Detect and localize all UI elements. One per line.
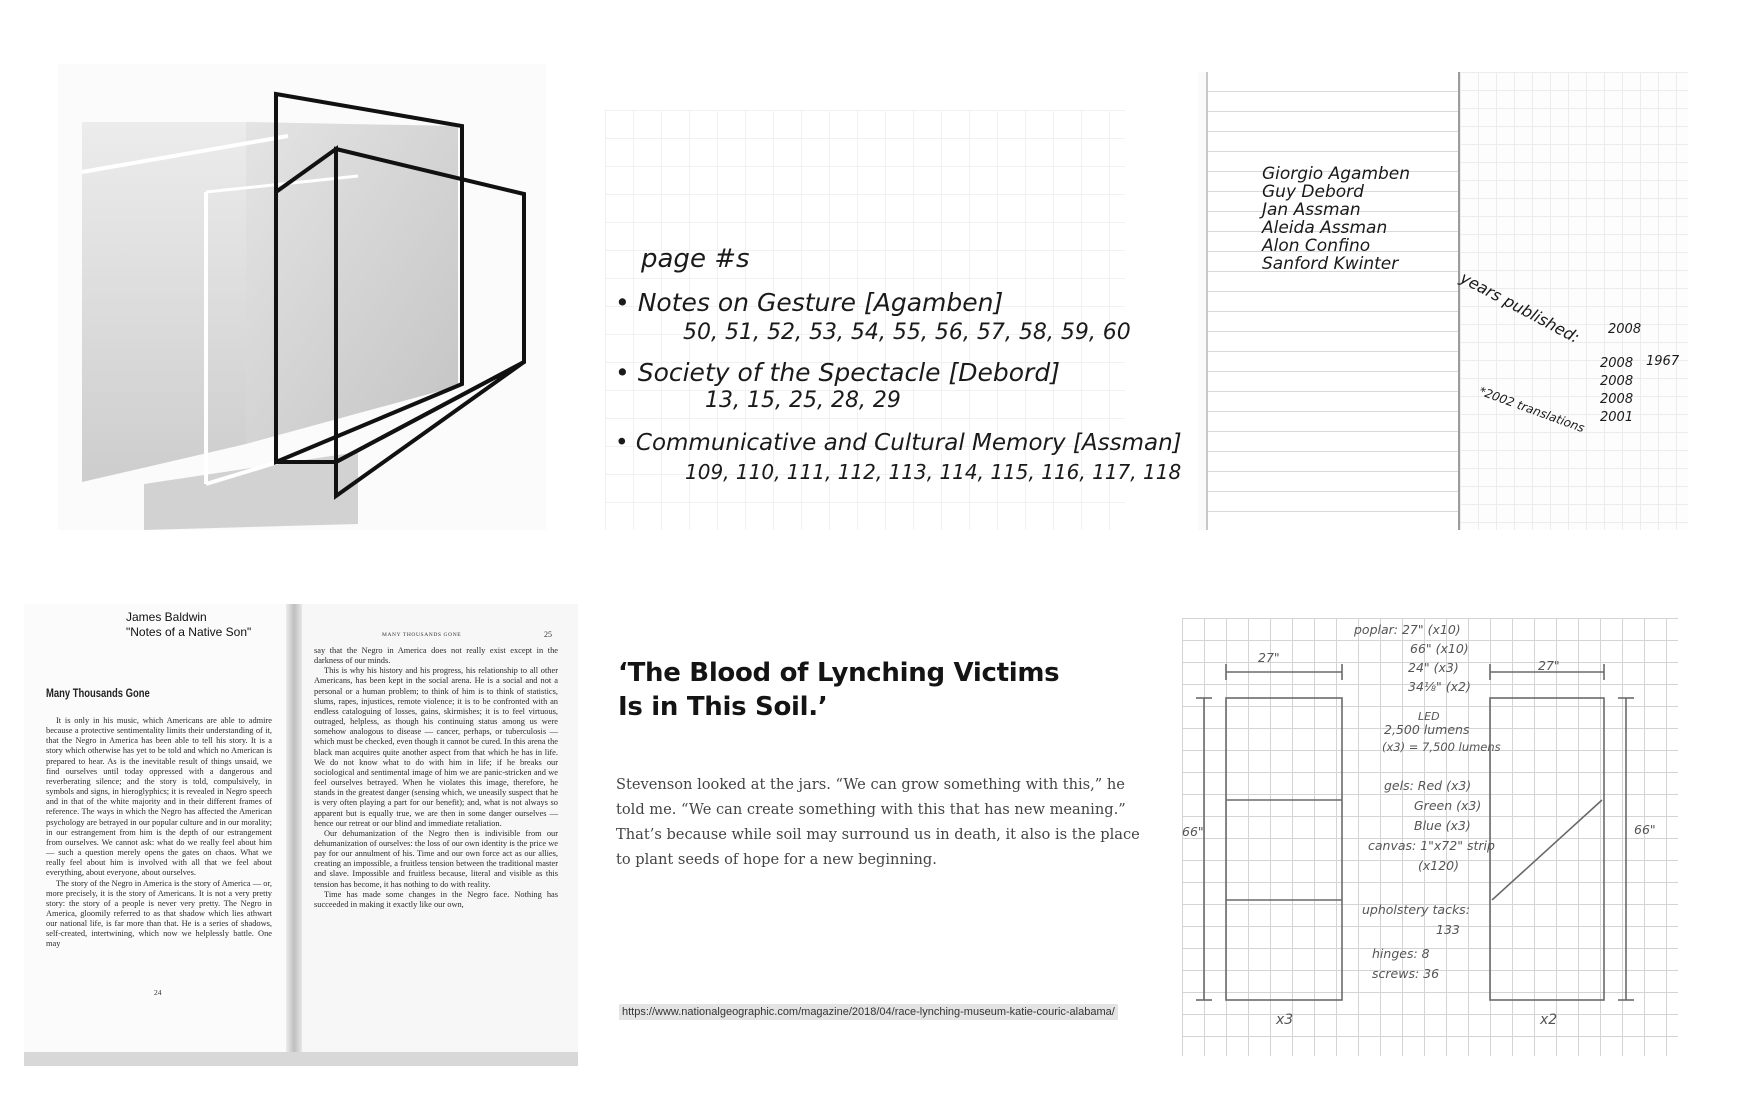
material-line: 2,500 lumens — [1384, 722, 1470, 737]
book-right-page — [296, 604, 578, 1052]
book-spread-panel — [24, 604, 578, 1066]
note-entry-1: • Notes on Gesture [Agamben] — [615, 288, 1004, 317]
author-name: Aleida Assman — [1262, 218, 1388, 238]
left-page-text — [46, 716, 272, 950]
material-line: Blue (x3) — [1414, 818, 1471, 833]
book-gutter — [286, 604, 302, 1052]
material-line: canvas: 1"x72" strip — [1368, 838, 1495, 853]
notebook-panel — [1198, 72, 1688, 530]
article-headline: ‘The Blood of Lynching Victims Is in This Soil.’ — [618, 658, 1060, 722]
material-line: gels: Red (x3) — [1384, 778, 1472, 793]
material-line: upholstery tacks: — [1362, 902, 1470, 917]
book-title: "Notes of a Native Son" — [126, 625, 252, 639]
note-entry-2-title: Society of the Spectacle [Debord] — [637, 358, 1060, 387]
grid-sketch-panel — [1182, 618, 1678, 1056]
paragraph: This is why his history and his progress, his relationship to all other Americans, has been kept in the social arena. He is a social and not a personal or a human problem; to think of him is to think of statistics, slums, rapes, injustices, remote violence; it is to be confronted with an endless cataloguing of losses, gains, skirmishes; it is to feel virtuous, outraged, helpless, as though his continuing status among us were somehow analogous to disease — cancer, perhaps, or tuberculosis — which must be checked, even though it cannot be cured. In this arena the black man acquires quite another aspect from that which he has in life. We do not know what to do with him in life; if he breaks our sociological and sentimental image of him we are panic-stricken and we feel ourselves betrayed. When he violates this image, therefore, he stands in the greatest danger (sensing which, we uneasily suspect that he is very often playing a part for our benefit); and, what is not always so apparent but is equally true, we are then in some danger ourselves — hence our retreat or our blind and immediate retaliation. — [314, 666, 558, 828]
dim-width-right: 27" — [1538, 658, 1560, 673]
dim-width-left: 27" — [1258, 650, 1280, 665]
multiplier-left: x3 — [1276, 1012, 1294, 1028]
material-line: screws: 36 — [1372, 966, 1440, 981]
dim-height-left: 66" — [1182, 824, 1204, 839]
book-author: James Baldwin — [126, 610, 207, 624]
paragraph: Time has made some changes in the Negro face. Nothing has succeeded in making it exactly like our own, — [314, 889, 558, 909]
year-value: 2008 — [1600, 356, 1634, 371]
running-head: MANY THOUSANDS GONE — [382, 632, 462, 638]
page-numbers-notes-panel — [605, 110, 1182, 530]
geometric-drawing-panel — [58, 64, 546, 530]
material-line: 133 — [1436, 922, 1460, 937]
material-line: hinges: 8 — [1372, 946, 1430, 961]
chapter-title: Many Thousands Gone — [46, 688, 150, 700]
material-line: 34⅛" (x2) — [1408, 679, 1471, 694]
note-entry-3-title: Communicative and Cultural Memory [Assman] — [635, 430, 1182, 456]
material-line: (x120) — [1418, 858, 1460, 873]
article-panel — [612, 648, 1152, 1028]
author-name: Guy Debord — [1262, 182, 1364, 202]
material-line: (x3) = 7,500 lumens — [1382, 740, 1501, 754]
note-entry-2-pages: 13, 15, 25, 28, 29 — [705, 388, 901, 413]
left-page-number: 24 — [154, 988, 162, 997]
notebook-left-page — [1206, 72, 1461, 530]
material-line: 24" (x3) — [1408, 660, 1459, 675]
year-value: 2001 — [1600, 410, 1634, 425]
material-line: LED — [1418, 710, 1440, 723]
right-page-text — [314, 646, 558, 910]
book-left-page — [24, 604, 292, 1052]
article-url-link[interactable]: https://www.nationalgeographic.com/magazine/2018/04/race-lynching-museum-katie-couric-alabama/ — [619, 1004, 1118, 1020]
author-name: Sanford Kwinter — [1262, 254, 1399, 274]
year-value: 1967 — [1646, 354, 1680, 369]
notes-heading: page #s — [641, 244, 750, 274]
author-name: Jan Assman — [1262, 200, 1361, 220]
dim-height-right: 66" — [1634, 822, 1656, 837]
grey-plane-left — [82, 122, 246, 482]
translations-note: *2002 translations — [1477, 384, 1587, 436]
note-entry-3-pages: 109, 110, 111, 112, 113, 114, 115, 116, 117, 118 — [685, 460, 1182, 484]
material-line: Green (x3) — [1414, 798, 1482, 813]
paragraph: It is only in his music, which Americans are able to admire because a protective sentimentality limits their understanding of it, that the Negro in America has been able to tell his story. It is a story which otherwise has yet to be told and which no American is prepared to hear. As is the inevitable result of things unsaid, we find ourselves until today oppressed with a dangerous and reverberating silence; and the story is told, compulsively, in symbols and signs, in hieroglyphics; it is revealed in Negro speech and in that of the white majority and in their different frames of reference. The ways in which the Negro has affected the American psychology are betrayed in our popular culture and in our morality; in our estrangement from him is the depth of our estrangement from ourselves. We cannot ask: what do we really feel about him — such a question merely opens the gates on chaos. What we really feel about him is involved with all that we feel about everything, about everyone, about ourselves. — [46, 716, 272, 878]
paragraph: The story of the Negro in America is the story of America — or, more precisely, it is the story of Americans. It is not a very pretty story: the story of a people is never very pretty. The Negro in America, gloomily referred to as that shadow which lies athwart our national life, is far more than that. He is a series of shadows, self-created, intertwining, which now we helplessly battle. One may — [46, 878, 272, 949]
wireframe-drawing — [58, 64, 546, 530]
year-value: 2008 — [1608, 322, 1642, 337]
right-page-number: 25 — [544, 630, 552, 639]
paragraph: Our dehumanization of the Negro then is indivisible from our dehumanization of ourselves: the loss of our own identity is the price we pay for our annulment of his. Time and our own force act as our allies, creating an impossible, a fruitless tension between the traditional master and slave. Impossible and fruitless because, literal and visible as this tension has become, it has nothing to do with reality. — [314, 828, 558, 889]
material-line: poplar: 27" (x10) — [1354, 622, 1461, 637]
paragraph: say that the Negro in America does not really exist except in the darkness of our minds. — [314, 646, 558, 666]
author-name: Alon Confino — [1262, 236, 1371, 256]
year-value: 2008 — [1600, 392, 1634, 407]
material-line: 66" (x10) — [1410, 641, 1469, 656]
note-entry-1-title: Notes on Gesture [Agamben] — [637, 288, 1004, 317]
note-entry-3: • Communicative and Cultural Memory [Assman] — [615, 430, 1182, 456]
note-entry-2: • Society of the Spectacle [Debord] — [615, 358, 1060, 387]
years-heading: years published: — [1457, 268, 1583, 347]
notebook-right-page — [1457, 72, 1688, 530]
multiplier-right: x2 — [1540, 1012, 1558, 1028]
left-frame-outline — [1226, 698, 1342, 1000]
year-value: 2008 — [1600, 374, 1634, 389]
note-entry-1-pages: 50, 51, 52, 53, 54, 55, 56, 57, 58, 59, 60 — [683, 320, 1131, 345]
author-name: Giorgio Agamben — [1262, 164, 1411, 184]
article-body: Stevenson looked at the jars. “We can grow something with this,” he told me. “We can create something with this that has new meaning.” That’s because while soil may surround us in death, it also is the place to plant seeds of hope for a new beginning. — [616, 776, 1140, 868]
